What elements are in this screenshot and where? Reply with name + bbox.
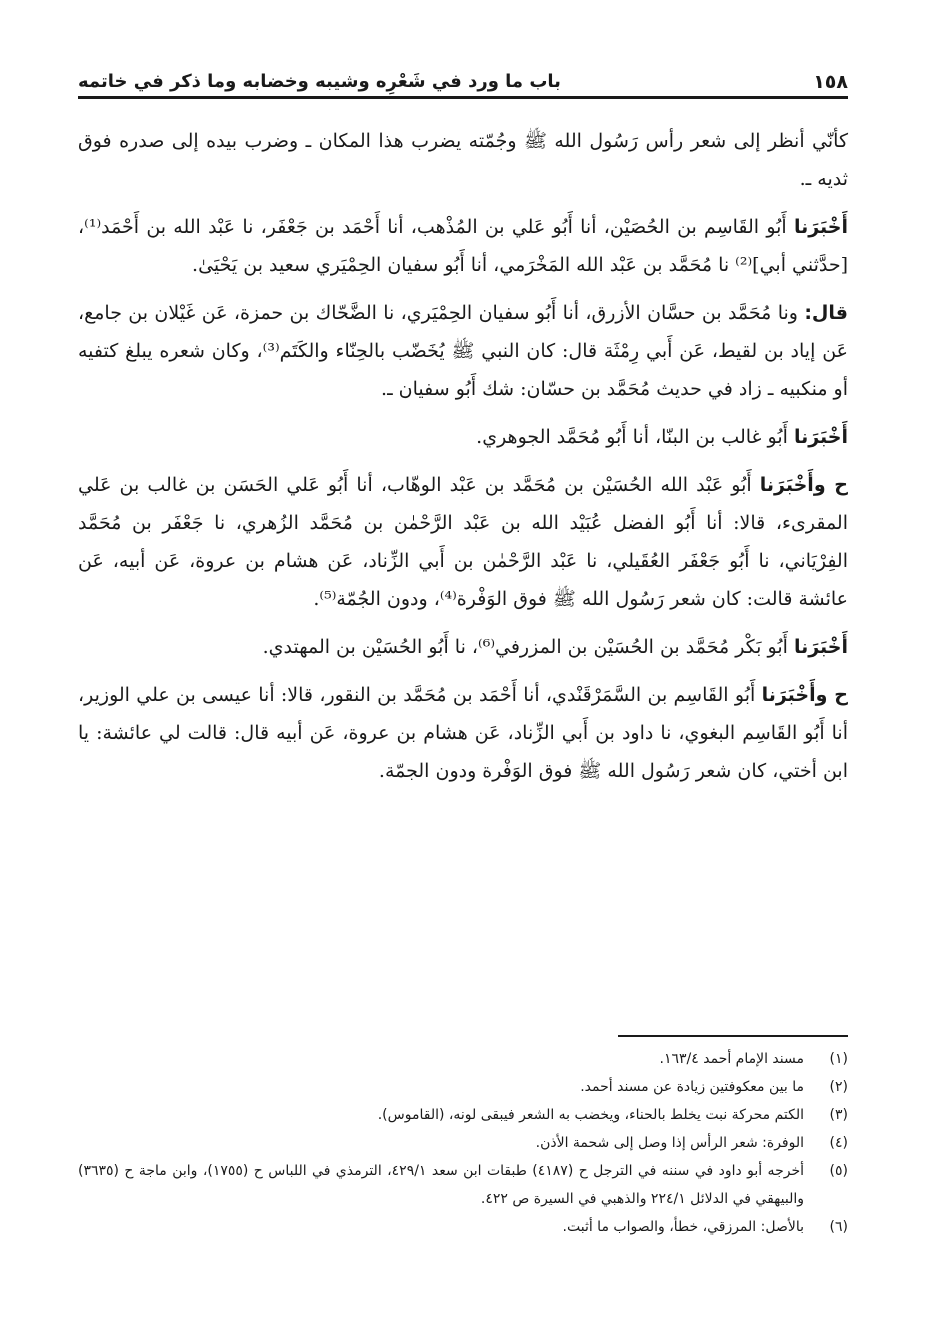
- footnotes: [78, 1045, 848, 1241]
- paragraph-3: [78, 294, 848, 408]
- paragraph-text: أَبُو القَاسِم بن الحُصَيْن، أنا أَبُو عَلي بن المُذْهب، أنا أَحْمَد بن جَعْفَر، نا عَبْد الله بن أَحْمَد⁽¹⁾، [حدَّثني أبي]⁽²⁾ نا مُحَمَّد بن عَبْد الله المَخْرَمي، أنا أَبُو سفيان الحِمْيَري سعيد بن يَحْيَىٰ.: [78, 216, 848, 276]
- paragraph-lead: أَخْبَرَنا: [793, 636, 848, 658]
- footnote-4: [78, 1129, 848, 1157]
- footnote-text: الوفرة: شعر الرأس إذا وصل إلى شحمة الأذن.: [535, 1135, 804, 1151]
- paragraph-text: أَبُو عَبْد الله الحُسَيْن بن مُحَمَّد بن عَبْد الوهّاب، أنا أَبُو عَلي الحَسَن بن غالب بن عَلي المقرىء، قالا: أنا أَبُو الفضل عُبَيْد الله بن عَبْد الرَّحْمٰن بن مُحَمَّد الزُهري، نا جَعْفَر بن مُحَمَّد الفِرْيَاني، نا أَبُو جَعْفَر العُقَيلي، نا عَبْد الرَّحْمٰن بن أَبي الزِّناد، عَن هشام بن عروة، عَن أبيه، عَن عائشة قالت: كان شعر رَسُول الله ﷺ فوق الوَفْرة⁽⁴⁾، ودون الجُمّة⁽⁵⁾.: [78, 474, 848, 610]
- footnote-text: أخرجه أبو داود في سننه في الترجل ح (٤١٨٧) طبقات ابن سعد ٤٢٩/١، الترمذي في اللباس ح (١٧٥٥)، وابن ماجة ح (٣٦٣٥) والبيهقي في الدلائل ٢٢٤/١ والذهبي في السيرة ص ٤٢٢.: [78, 1163, 804, 1207]
- footnote-number: (٦): [829, 1219, 848, 1235]
- footnote-5: [78, 1157, 848, 1213]
- footnote-6: [78, 1213, 848, 1241]
- paragraph-lead: ح وأَخْبَرَنا: [761, 684, 848, 706]
- paragraph-4: [78, 418, 848, 456]
- paragraph-7: [78, 676, 848, 790]
- footnote-3: [78, 1101, 848, 1129]
- paragraph-text: ونا مُحَمَّد بن حسَّان الأزرق، أنا أَبُو سفيان الحِمْيَري، نا الضَّحّاك بن حمزة، عَن غَيْلان بن جامع، عَن إياد بن لقيط، عَن أَبي رِمْثَة قال: كان النبي ﷺ يُخَضّب بالحِنّاء والكَتَم⁽³⁾، وكان شعره يبلغ كتفيه أو منكبيه ـ زاد في حديث مُحَمَّد بن حسّان: شك أَبُو سفيان ـ.: [78, 302, 848, 400]
- main-text: [78, 122, 848, 800]
- paragraph-text: كأنّي أنظر إلى شعر رأس رَسُول الله ﷺ وجُمّته يضرب هذا المكان ـ وضرب بيده إلى صدره فوق ثديه ـ.: [78, 130, 848, 190]
- paragraph-2: [78, 208, 848, 284]
- footnote-text: ما بين معكوفتين زيادة عن مسند أحمد.: [580, 1079, 804, 1095]
- footnote-number: (٣): [829, 1107, 848, 1123]
- footnote-text: الكتم محركة نبت يخلط بالحناء، ويخضب به الشعر فيبقى لونه، (القاموس).: [377, 1107, 804, 1123]
- footnote-1: [78, 1045, 848, 1073]
- paragraph-6: [78, 628, 848, 666]
- footnote-number: (٥): [829, 1163, 848, 1179]
- paragraph-text: أَبُو القَاسِم بن السَّمَرْقَنْدي، أنا أَحْمَد بن مُحَمَّد بن النقور، قالا: أنا عيسى بن علي الوزير، أنا أَبُو القَاسِم البغوي، نا داود بن أَبي الزِّناد، عَن هشام بن عروة، عَن أبيه قال: قالت لي عائشة: يا ابن أختي، كان شعر رَسُول الله ﷺ فوق الوَفْرة ودون الجمّة.: [78, 684, 848, 782]
- footnote-separator: [618, 1035, 848, 1037]
- page-number: ١٥٨: [813, 71, 848, 93]
- running-header: [78, 58, 848, 94]
- paragraph-text: أَبُو بَكْر مُحَمَّد بن الحُسَيْن بن المزرفي⁽⁶⁾، نا أَبُو الحُسَيْن بن المهتدي.: [262, 636, 794, 658]
- footnote-number: (١): [829, 1051, 848, 1067]
- paragraph-5: [78, 466, 848, 618]
- paragraph-1: [78, 122, 848, 198]
- header-rule: [78, 96, 848, 99]
- chapter-title: باب ما ورد في شَعْرِه وشيبه وخضابه وما ذكر في خاتمه: [78, 71, 561, 92]
- footnote-text: مسند الإمام أحمد ١٦٣/٤.: [659, 1051, 804, 1067]
- paragraph-lead: أَخْبَرَنا: [793, 216, 848, 238]
- paragraph-lead: أَخْبَرَنا: [793, 426, 848, 448]
- footnote-2: [78, 1073, 848, 1101]
- footnote-number: (٤): [829, 1135, 848, 1151]
- footnote-text: بالأصل: المرزقي، خطأ، والصواب ما أثبت.: [562, 1219, 804, 1235]
- paragraph-lead: ح وأَخْبَرَنا: [759, 474, 848, 496]
- paragraph-lead: قال:: [804, 302, 848, 324]
- footnote-number: (٢): [829, 1079, 848, 1095]
- paragraph-text: أَبُو غالب بن البنّا، أنا أَبُو مُحَمَّد الجوهري.: [476, 426, 794, 448]
